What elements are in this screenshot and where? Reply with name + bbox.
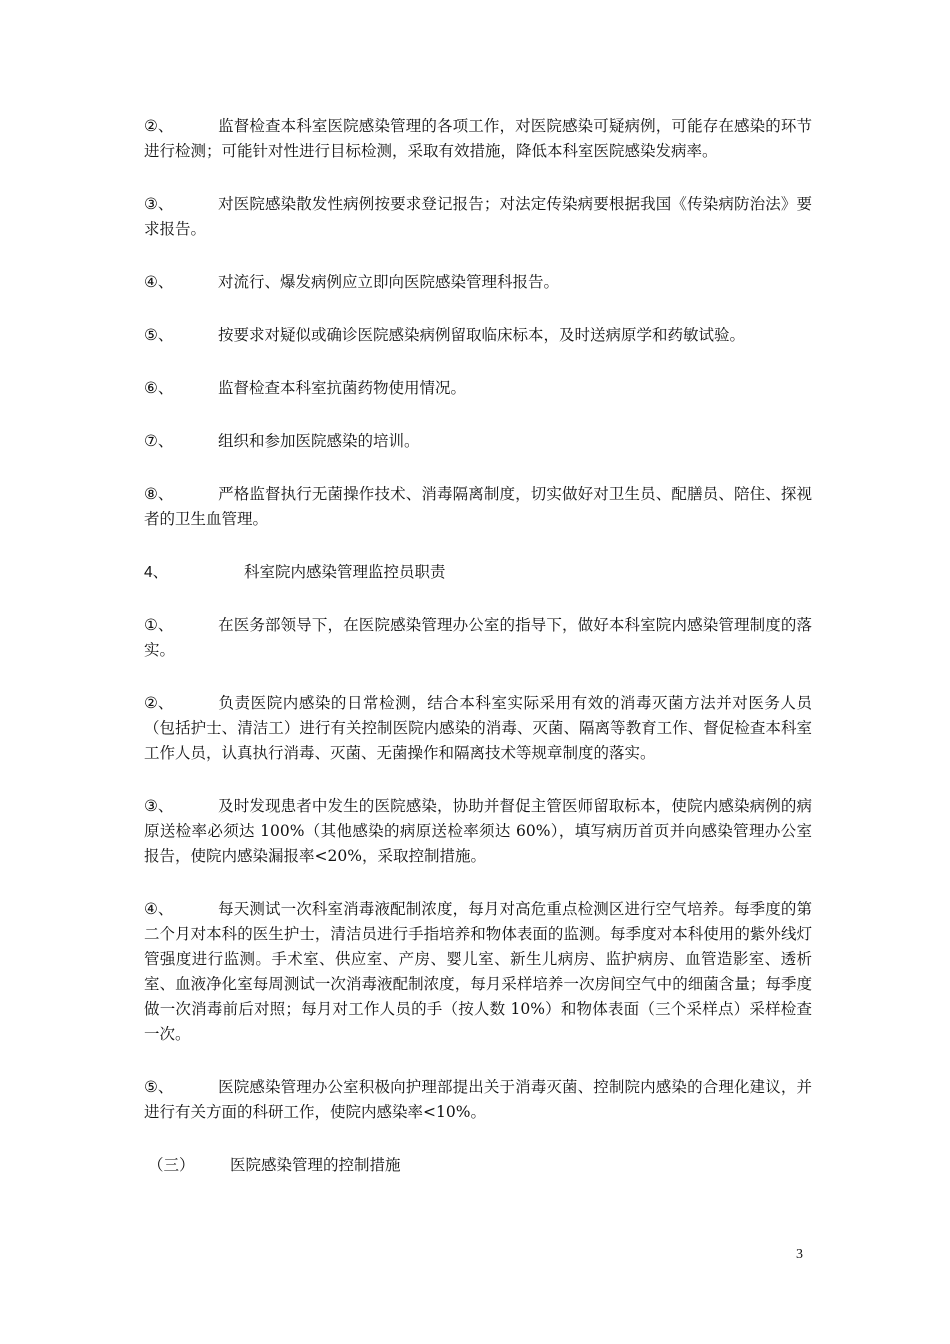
page-number: 3 bbox=[796, 1247, 803, 1262]
list-item bbox=[144, 114, 812, 164]
item-text: 组织和参加医院感染的培训。 bbox=[218, 432, 420, 450]
item-number: ⑤、 bbox=[144, 1078, 174, 1096]
item-number: ②、 bbox=[144, 694, 174, 712]
item-number: ③、 bbox=[144, 195, 174, 213]
list-item bbox=[144, 794, 812, 869]
list-item bbox=[144, 691, 812, 766]
document-body bbox=[144, 114, 812, 1206]
item-text: 在医务部领导下，在医院感染管理办公室的指导下，做好本科室院内感染管理制度的落实。 bbox=[144, 616, 812, 659]
list-item bbox=[144, 376, 812, 401]
list-item bbox=[144, 270, 812, 295]
item-number: ⑤、 bbox=[144, 326, 174, 344]
list-item bbox=[144, 1075, 812, 1125]
item-number: ①、 bbox=[144, 616, 174, 634]
item-text: 医院感染管理办公室积极向护理部提出关于消毒灭菌、控制院内感染的合理化建议，并进行有关方面的科研工作，使院内感染率<10%。 bbox=[144, 1078, 812, 1121]
item-text: 监督检查本科室抗菌药物使用情况。 bbox=[218, 379, 467, 397]
item-number: ④、 bbox=[144, 273, 174, 291]
item-number: ⑧、 bbox=[144, 485, 174, 503]
item-text: 对流行、爆发病例应立即向医院感染管理科报告。 bbox=[218, 273, 560, 291]
list-item bbox=[144, 192, 812, 242]
section-title: 科室院内感染管理监控员职责 bbox=[244, 563, 446, 581]
section-heading bbox=[144, 1153, 812, 1178]
item-number: ⑥、 bbox=[144, 379, 174, 397]
item-number: ②、 bbox=[144, 117, 174, 135]
list-item bbox=[144, 323, 812, 348]
list-item bbox=[144, 897, 812, 1047]
list-item bbox=[144, 429, 812, 454]
list-item bbox=[144, 482, 812, 532]
section-number: （三） bbox=[148, 1156, 195, 1174]
item-number: ③、 bbox=[144, 797, 174, 815]
item-text: 严格监督执行无菌操作技术、消毒隔离制度，切实做好对卫生员、配膳员、陪住、探视者的卫生血管理。 bbox=[144, 485, 812, 528]
item-number: ⑦、 bbox=[144, 432, 174, 450]
item-text: 每天测试一次科室消毒液配制浓度，每月对高危重点检测区进行空气培养。每季度的第二个月对本科的医生护士，清洁员进行手指培养和物体表面的监测。每季度对本科使用的紫外线灯管强度进行监测。手术室、供应室、产房、婴儿室、新生儿病房、监护病房、血管造影室、透析室、血液净化室每周测试一次消毒液配制浓度，每月采样培养一次房间空气中的细菌含量；每季度做一次消毒前后对照；每月对工作人员的手（按人数 10%）和物体表面（三个采样点）采样检查一次。 bbox=[144, 900, 812, 1043]
item-number: ④、 bbox=[144, 900, 174, 918]
section-number: 4、 bbox=[144, 564, 169, 581]
item-text: 对医院感染散发性病例按要求登记报告；对法定传染病要根据我国《传染病防治法》要求报告。 bbox=[144, 195, 812, 238]
item-text: 按要求对疑似或确诊医院感染病例留取临床标本，及时送病原学和药敏试验。 bbox=[218, 326, 746, 344]
item-text: 及时发现患者中发生的医院感染，协助并督促主管医师留取标本，使院内感染病例的病原送检率必须达 100%（其他感染的病原送检率须达 60%），填写病历首页并向感染管理办公室报告，使院内感染漏报率<20%，采取控制措施。 bbox=[144, 797, 812, 865]
item-text: 负责医院内感染的日常检测，结合本科室实际采用有效的消毒灭菌方法并对医务人员（包括护士、清洁工）进行有关控制医院内感染的消毒、灭菌、隔离等教育工作、督促检查本科室工作人员，认真执行消毒、灭菌、无菌操作和隔离技术等规章制度的落实。 bbox=[144, 694, 812, 762]
section-title: 医院感染管理的控制措施 bbox=[230, 1156, 401, 1174]
list-item bbox=[144, 613, 812, 663]
section-heading bbox=[144, 560, 812, 585]
item-text: 监督检查本科室医院感染管理的各项工作，对医院感染可疑病例，可能存在感染的环节进行检测；可能针对性进行目标检测，采取有效措施，降低本科室医院感染发病率。 bbox=[144, 117, 812, 160]
